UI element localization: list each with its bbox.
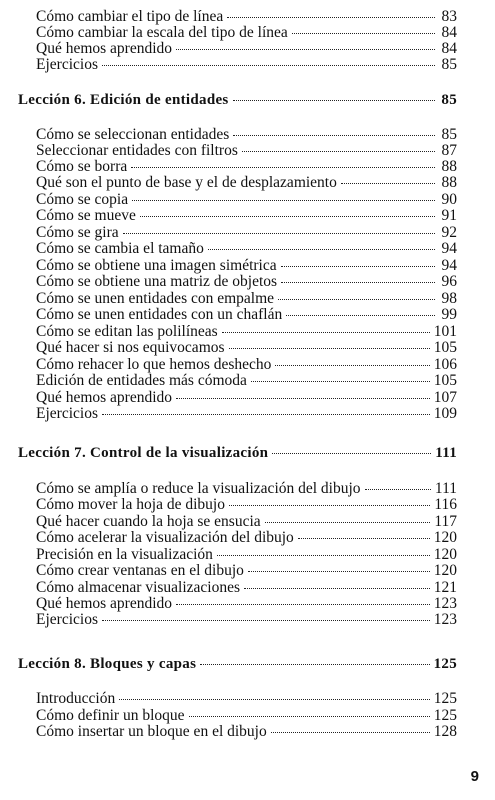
toc-entry-title: Qué hacer si nos equivocamos (36, 339, 225, 356)
toc-lesson-page: 125 (433, 656, 457, 672)
toc-lesson-title: Lección 6. Edición de entidades (18, 92, 229, 108)
dot-leader (271, 732, 430, 733)
toc-entry-title: Cómo acelerar la visualización del dibujo (36, 529, 294, 546)
toc-entry-title: Cómo se obtiene una matriz de objetos (36, 273, 278, 290)
toc-entry (36, 372, 457, 389)
toc-entry-page: 94 (441, 240, 457, 257)
toc-entry-title: Cómo se amplía o reduce la visualización del dibujo (36, 480, 361, 497)
dot-leader (281, 266, 435, 267)
toc-entry-page: 128 (433, 723, 457, 740)
toc-entry (36, 257, 457, 274)
toc-entry-title: Cómo cambiar la escala del tipo de línea (36, 24, 288, 41)
toc-entry (36, 595, 457, 612)
toc-entry-page: 117 (434, 513, 457, 530)
toc-entry-title: Cómo se borra (36, 158, 128, 175)
toc-entry-title: Qué hemos aprendido (36, 595, 173, 612)
toc-entry (36, 240, 457, 257)
page-number: 9 (470, 768, 479, 785)
dot-leader (278, 299, 435, 300)
toc-lesson-page: 111 (435, 445, 457, 461)
toc-lesson-page: 85 (441, 92, 457, 108)
dot-leader (229, 505, 430, 506)
toc-entry (36, 306, 457, 323)
toc-entry-title: Qué hemos aprendido (36, 40, 173, 57)
toc-entry-title: Cómo se mueve (36, 207, 136, 224)
toc-entry-page: 84 (441, 24, 457, 41)
dot-leader (217, 555, 430, 556)
dot-leader (176, 49, 435, 50)
dot-leader (233, 135, 435, 136)
toc-entry-page: 92 (441, 224, 457, 241)
toc-entry (36, 480, 457, 497)
toc-entry-title: Seleccionar entidades con filtros (36, 142, 238, 159)
toc-entry-title: Cómo se editan las polilíneas (36, 323, 218, 340)
toc-entry-title: Cómo se copia (36, 191, 129, 208)
toc-entry-page: 105 (433, 372, 457, 389)
toc-entry (36, 174, 457, 191)
toc-entry (36, 529, 457, 546)
dot-leader (244, 588, 430, 589)
toc-entry-page: 120 (433, 546, 457, 563)
dot-leader (222, 332, 430, 333)
toc-entry-page: 125 (433, 707, 457, 724)
toc-entry (36, 562, 457, 579)
toc-entry-page: 87 (441, 142, 457, 159)
toc-entry (36, 707, 457, 724)
dot-leader (102, 414, 430, 415)
dot-leader (251, 381, 430, 382)
toc-entry (36, 126, 457, 143)
toc-entry-page: 83 (441, 8, 457, 25)
toc-entry (36, 158, 457, 175)
toc-entry-page: 123 (433, 611, 457, 628)
dot-leader (281, 282, 435, 283)
toc-entry (36, 356, 457, 373)
toc-entry-title: Cómo insertar un bloque en el dibujo (36, 723, 267, 740)
dot-leader (123, 233, 435, 234)
toc-entry (36, 273, 457, 290)
dot-leader (131, 167, 435, 168)
toc-lesson-heading (18, 92, 457, 109)
toc-entry-page: 125 (433, 690, 457, 707)
toc-entry-title: Cómo almacenar visualizaciones (36, 579, 241, 596)
toc-entry-page: 85 (441, 126, 457, 143)
dot-leader (200, 664, 429, 665)
dot-leader (298, 538, 430, 539)
toc-lesson-heading (18, 656, 457, 673)
toc-entry-page: 105 (433, 339, 457, 356)
dot-leader (140, 216, 435, 217)
dot-leader (365, 489, 431, 490)
toc-entry-page: 120 (433, 529, 457, 546)
toc-entry (36, 290, 457, 307)
toc-entry-page: 98 (441, 290, 457, 307)
toc-entry (36, 723, 457, 740)
toc-entry (36, 142, 457, 159)
toc-entry-title: Cómo cambiar el tipo de línea (36, 8, 224, 25)
toc-entry-title: Cómo se cambia el tamaño (36, 240, 204, 257)
toc-entry (36, 339, 457, 356)
dot-leader (176, 604, 430, 605)
toc-entry-page: 107 (433, 389, 457, 406)
toc-entry-page: 116 (434, 496, 457, 513)
toc-entry (36, 207, 457, 224)
toc-entry (36, 546, 457, 563)
toc-entry-page: 88 (441, 174, 457, 191)
dot-leader (248, 571, 430, 572)
dot-leader (341, 183, 435, 184)
toc-entry-page: 106 (433, 356, 457, 373)
dot-leader (176, 398, 430, 399)
dot-leader (233, 100, 435, 101)
toc-entry (36, 690, 457, 707)
toc-entry (36, 611, 457, 628)
toc-entry (36, 56, 457, 73)
toc-entry (36, 323, 457, 340)
toc-entry-page: 90 (441, 191, 457, 208)
dot-leader (229, 348, 430, 349)
toc-entry-page: 123 (433, 595, 457, 612)
toc-entry-title: Cómo se gira (36, 224, 119, 241)
toc-entry-title: Cómo se obtiene una imagen simétrica (36, 257, 277, 274)
toc-entry-title: Qué son el punto de base y el de desplazamiento (36, 174, 337, 191)
toc-entry-title: Ejercicios (36, 611, 98, 628)
dot-leader (265, 522, 431, 523)
toc-entry-page: 120 (433, 562, 457, 579)
dot-leader (208, 249, 435, 250)
toc-entry-page: 96 (441, 273, 457, 290)
toc-entry-title: Cómo definir un bloque (36, 707, 185, 724)
toc-entry-page: 109 (433, 405, 457, 422)
dot-leader (286, 315, 435, 316)
toc-entry-title: Ejercicios (36, 56, 98, 73)
dot-leader (189, 716, 430, 717)
dot-leader (275, 365, 429, 366)
toc-entry-page: 111 (434, 480, 457, 497)
dot-leader (292, 33, 435, 34)
toc-entry-page: 88 (441, 158, 457, 175)
toc-entry (36, 24, 457, 41)
toc-entry-title: Cómo crear ventanas en el dibujo (36, 562, 244, 579)
toc-entry-title: Cómo rehacer lo que hemos deshecho (36, 356, 272, 373)
toc-entry-title: Cómo se seleccionan entidades (36, 126, 230, 143)
toc-entry (36, 224, 457, 241)
dot-leader (242, 151, 435, 152)
dot-leader (272, 453, 431, 454)
dot-leader (227, 17, 435, 18)
dot-leader (119, 699, 430, 700)
toc-entry-page: 85 (441, 56, 457, 73)
dot-leader (102, 620, 430, 621)
toc-entry-title: Qué hemos aprendido (36, 389, 173, 406)
toc-entry-title: Introducción (36, 690, 116, 707)
toc-entry (36, 579, 457, 596)
toc-entry-title: Cómo se unen entidades con empalme (36, 290, 275, 307)
toc-entry (36, 8, 457, 25)
toc-lesson-title: Lección 7. Control de la visualización (18, 445, 269, 461)
toc-entry-page: 94 (441, 257, 457, 274)
toc-entry-page: 121 (433, 579, 457, 596)
toc-lesson-title: Lección 8. Bloques y capas (18, 656, 197, 672)
toc-lesson-heading (18, 445, 457, 462)
toc-entry-page: 99 (441, 306, 457, 323)
toc-entry (36, 405, 457, 422)
toc-entry-title: Edición de entidades más cómoda (36, 372, 247, 389)
toc-entry-page: 91 (441, 207, 457, 224)
toc-entry (36, 191, 457, 208)
toc-entry (36, 513, 457, 530)
toc-entry-title: Cómo se unen entidades con un chaflán (36, 306, 283, 323)
toc-entry-title: Qué hacer cuando la hoja se ensucia (36, 513, 261, 530)
dot-leader (132, 200, 435, 201)
toc-entry-title: Precisión en la visualización (36, 546, 213, 563)
toc-entry (36, 389, 457, 406)
toc-entry-page: 101 (433, 323, 457, 340)
toc-entry (36, 496, 457, 513)
toc-entry-title: Cómo mover la hoja de dibujo (36, 496, 225, 513)
toc-entry-title: Ejercicios (36, 405, 98, 422)
toc-entry-page: 84 (441, 40, 457, 57)
toc-entry (36, 40, 457, 57)
dot-leader (102, 65, 435, 66)
